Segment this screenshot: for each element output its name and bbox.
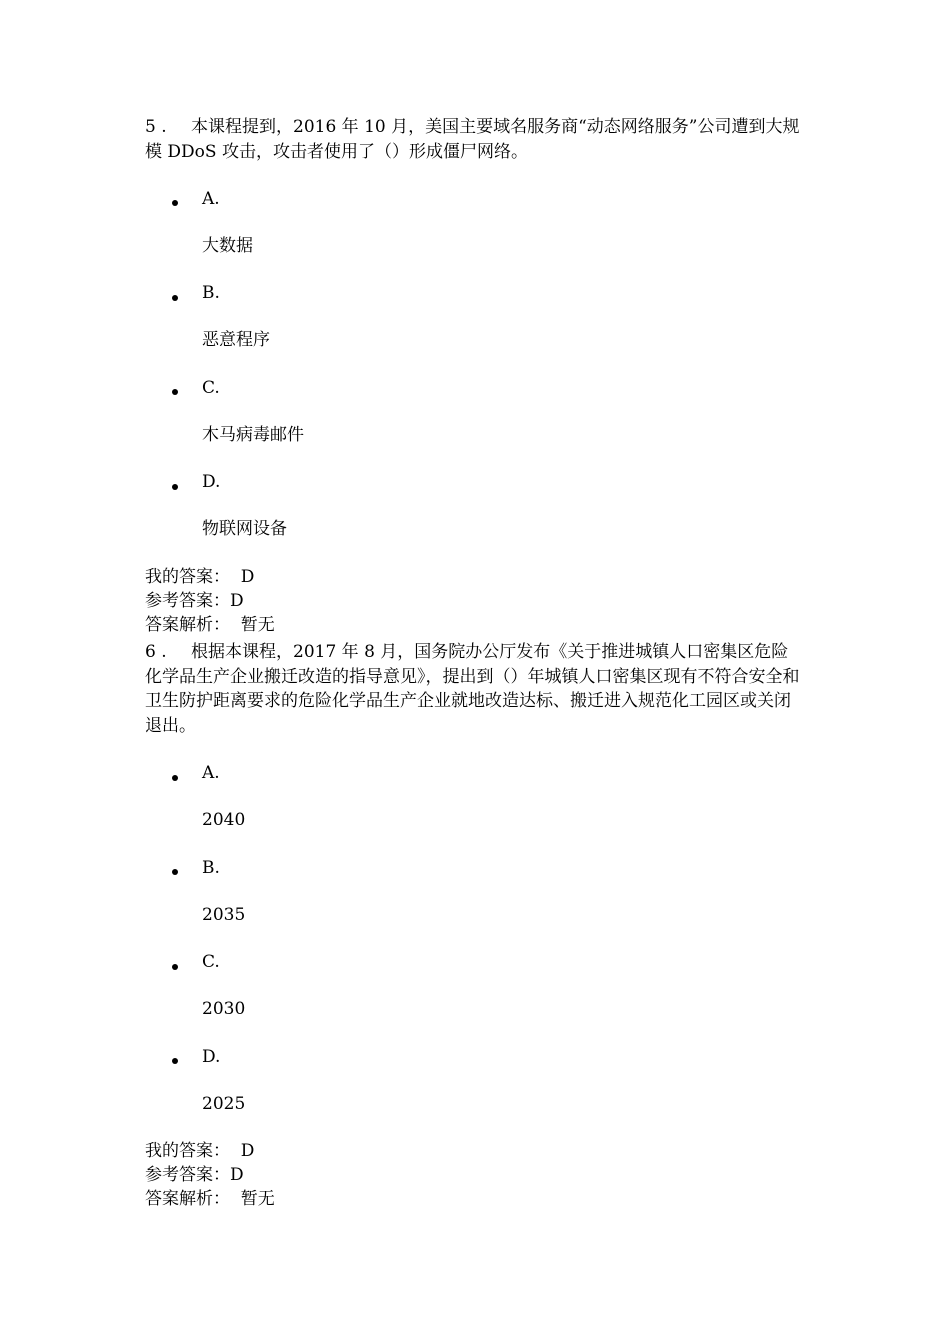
question-stem (145, 640, 805, 738)
bullet-icon (172, 484, 178, 490)
option-letter: D. (202, 1047, 221, 1067)
question-number: 6 . (145, 642, 167, 662)
bullet-icon (172, 200, 178, 206)
my-answer: 我的答案： D (145, 567, 255, 587)
bullet-icon (172, 964, 178, 970)
option-letter: C. (202, 952, 220, 972)
bullet-icon (172, 295, 178, 301)
question-text: 本课程提到，2016 年 10 月，美国主要域名服务商“动态网络服务”公司遭到大规模 DDoS 攻击，攻击者使用了（）形成僵尸网络。 (145, 117, 800, 162)
bullet-icon (172, 1058, 178, 1064)
option-letter: C. (202, 378, 220, 398)
option-letter: B. (202, 283, 220, 303)
bullet-icon (172, 869, 178, 875)
option-letter: D. (202, 472, 221, 492)
option-text: 2035 (202, 905, 246, 925)
option-text: 2030 (202, 999, 246, 1019)
option-letter: A. (202, 189, 220, 209)
reference-answer: 参考答案：D (145, 1165, 244, 1185)
bullet-icon (172, 389, 178, 395)
question-text: 根据本课程，2017 年 8 月，国务院办公厅发布《关于推进城镇人口密集区危险化学品生产企业搬迁改造的指导意见》，提出到（）年城镇人口密集区现有不符合安全和卫生防护距离要求的危险化学品生产企业就地改造达标、搬迁进入规范化工园区或关闭退出。 (145, 642, 800, 736)
option-text: 2040 (202, 810, 246, 830)
option-text: 大数据 (202, 236, 253, 256)
option-text: 木马病毒邮件 (202, 425, 304, 445)
option-letter: B. (202, 858, 220, 878)
answer-analysis: 答案解析： 暂无 (145, 1189, 275, 1209)
answer-analysis: 答案解析： 暂无 (145, 615, 275, 635)
option-letter: A. (202, 763, 220, 783)
option-text: 恶意程序 (202, 330, 270, 350)
bullet-icon (172, 775, 178, 781)
my-answer: 我的答案： D (145, 1141, 255, 1161)
option-text: 2025 (202, 1094, 246, 1114)
question-number: 5 . (145, 117, 167, 137)
option-text: 物联网设备 (202, 519, 287, 539)
question-stem (145, 115, 805, 164)
reference-answer: 参考答案：D (145, 591, 244, 611)
